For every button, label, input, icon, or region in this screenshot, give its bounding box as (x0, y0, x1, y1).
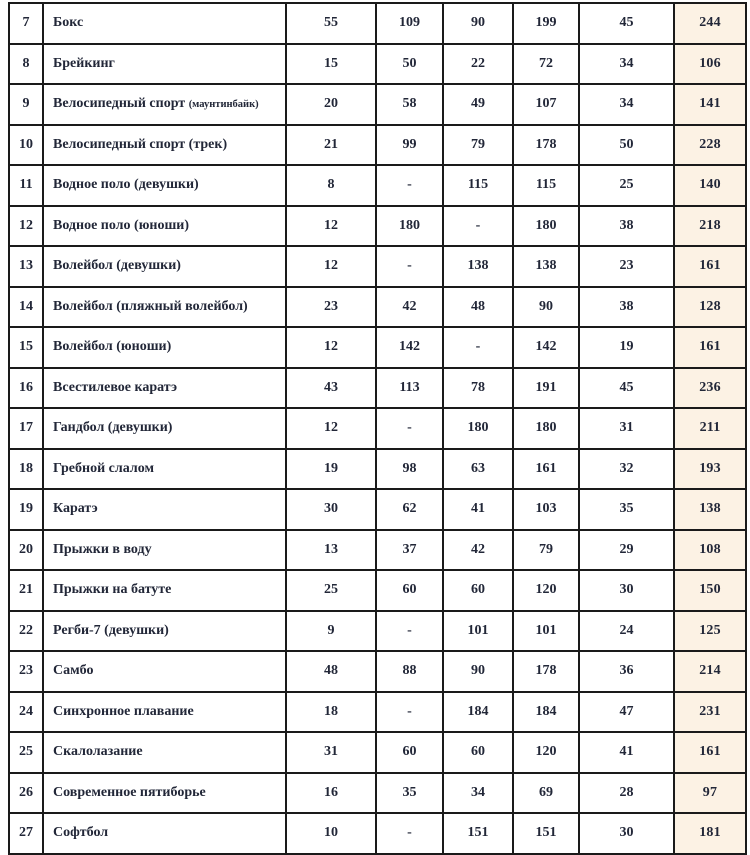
value-cell: 120 (513, 732, 579, 773)
table-row (9, 125, 746, 166)
value-cell: 63 (443, 449, 513, 490)
value-cell: 138 (513, 246, 579, 287)
value-cell: 31 (286, 732, 376, 773)
sport-name-suffix: (маунтинбайк) (188, 99, 259, 111)
value-cell: 90 (443, 3, 513, 44)
sport-name: Брейкинг (53, 55, 115, 71)
value-cell: 151 (513, 813, 579, 854)
sport-name-cell (43, 84, 286, 125)
value-cell: 99 (376, 125, 443, 166)
sport-name-cell (43, 165, 286, 206)
value-cell: 13 (286, 530, 376, 571)
total-cell: 125 (674, 611, 746, 652)
value-cell: 21 (286, 125, 376, 166)
row-number-cell: 7 (9, 3, 43, 44)
value-cell: - (376, 611, 443, 652)
value-cell: 151 (443, 813, 513, 854)
sport-name: Гребной слалом (53, 460, 154, 476)
value-cell: 37 (376, 530, 443, 571)
sports-table (8, 2, 747, 855)
sport-name: Самбо (53, 663, 94, 679)
sport-name: Синхронное плавание (53, 703, 194, 719)
value-cell: 45 (579, 368, 674, 409)
value-cell: 55 (286, 3, 376, 44)
table-row (9, 3, 746, 44)
value-cell: 45 (579, 3, 674, 44)
total-cell: 193 (674, 449, 746, 490)
value-cell: 103 (513, 489, 579, 530)
total-cell: 161 (674, 246, 746, 287)
table-row (9, 206, 746, 247)
value-cell: 48 (443, 287, 513, 328)
table-row (9, 368, 746, 409)
value-cell: 30 (579, 570, 674, 611)
row-number-cell: 20 (9, 530, 43, 571)
value-cell: 15 (286, 44, 376, 85)
value-cell: 101 (443, 611, 513, 652)
value-cell: 50 (376, 44, 443, 85)
table-row (9, 732, 746, 773)
sport-name-cell (43, 246, 286, 287)
value-cell: - (376, 246, 443, 287)
value-cell: 36 (579, 651, 674, 692)
table-row (9, 813, 746, 854)
row-number-cell: 26 (9, 773, 43, 814)
sport-name-cell (43, 449, 286, 490)
total-cell: 141 (674, 84, 746, 125)
total-cell: 231 (674, 692, 746, 733)
total-cell: 211 (674, 408, 746, 449)
value-cell: 72 (513, 44, 579, 85)
value-cell: 142 (513, 327, 579, 368)
sport-name-cell (43, 651, 286, 692)
value-cell: - (376, 165, 443, 206)
table-body (9, 3, 746, 854)
sport-name-cell (43, 813, 286, 854)
table-row (9, 44, 746, 85)
value-cell: 115 (443, 165, 513, 206)
sport-name-cell (43, 489, 286, 530)
value-cell: 35 (376, 773, 443, 814)
value-cell: 31 (579, 408, 674, 449)
sport-name-cell (43, 732, 286, 773)
value-cell: 43 (286, 368, 376, 409)
sport-name: Современное пятиборье (53, 784, 206, 800)
value-cell: 184 (513, 692, 579, 733)
value-cell: 88 (376, 651, 443, 692)
sport-name: Регби-7 (девушки) (53, 622, 169, 638)
sport-name-cell (43, 3, 286, 44)
value-cell: 12 (286, 408, 376, 449)
table-row (9, 489, 746, 530)
value-cell: 115 (513, 165, 579, 206)
value-cell: 30 (579, 813, 674, 854)
sport-name-cell (43, 287, 286, 328)
value-cell: 69 (513, 773, 579, 814)
sport-name: Прыжки в воду (53, 541, 152, 557)
value-cell: 178 (513, 651, 579, 692)
row-number-cell: 22 (9, 611, 43, 652)
row-number-cell: 12 (9, 206, 43, 247)
value-cell: 25 (286, 570, 376, 611)
value-cell: 180 (376, 206, 443, 247)
sport-name: Гандбол (девушки) (53, 420, 173, 436)
value-cell: 107 (513, 84, 579, 125)
row-number-cell: 19 (9, 489, 43, 530)
row-number-cell: 21 (9, 570, 43, 611)
value-cell: 9 (286, 611, 376, 652)
value-cell: - (376, 692, 443, 733)
value-cell: 19 (286, 449, 376, 490)
value-cell: - (376, 408, 443, 449)
value-cell: 90 (513, 287, 579, 328)
table-row (9, 611, 746, 652)
table-row (9, 530, 746, 571)
table-row (9, 449, 746, 490)
sport-name: Бокс (53, 15, 84, 31)
row-number-cell: 9 (9, 84, 43, 125)
value-cell: 79 (443, 125, 513, 166)
row-number-cell: 24 (9, 692, 43, 733)
value-cell: 47 (579, 692, 674, 733)
sport-name-cell (43, 125, 286, 166)
value-cell: 12 (286, 246, 376, 287)
value-cell: 34 (579, 44, 674, 85)
sport-name: Водное поло (юноши) (53, 217, 190, 233)
table-row (9, 84, 746, 125)
sport-name-cell (43, 611, 286, 652)
total-cell: 140 (674, 165, 746, 206)
row-number-cell: 25 (9, 732, 43, 773)
sport-name: Велосипедный спорт (53, 96, 186, 112)
value-cell: 24 (579, 611, 674, 652)
sport-name-cell (43, 206, 286, 247)
total-cell: 161 (674, 327, 746, 368)
sport-name-cell (43, 570, 286, 611)
value-cell: 50 (579, 125, 674, 166)
table-row (9, 692, 746, 733)
value-cell: 78 (443, 368, 513, 409)
value-cell: 180 (443, 408, 513, 449)
value-cell: 184 (443, 692, 513, 733)
total-cell: 161 (674, 732, 746, 773)
value-cell: 35 (579, 489, 674, 530)
value-cell: 19 (579, 327, 674, 368)
value-cell: 178 (513, 125, 579, 166)
value-cell: 109 (376, 3, 443, 44)
value-cell: 138 (443, 246, 513, 287)
row-number-cell: 13 (9, 246, 43, 287)
row-number-cell: 10 (9, 125, 43, 166)
sport-name: Всестилевое каратэ (53, 379, 178, 395)
value-cell: 60 (443, 570, 513, 611)
value-cell: 18 (286, 692, 376, 733)
row-number-cell: 16 (9, 368, 43, 409)
value-cell: 42 (376, 287, 443, 328)
value-cell: 79 (513, 530, 579, 571)
value-cell: 42 (443, 530, 513, 571)
value-cell: 29 (579, 530, 674, 571)
row-number-cell: 14 (9, 287, 43, 328)
sport-name: Велосипедный спорт (трек) (53, 136, 228, 152)
value-cell: 180 (513, 206, 579, 247)
sport-name: Прыжки на батуте (53, 582, 172, 598)
value-cell: 38 (579, 206, 674, 247)
value-cell: 41 (579, 732, 674, 773)
sport-name: Софтбол (53, 825, 109, 841)
sport-name: Волейбол (пляжный волейбол) (53, 298, 248, 314)
sport-name: Водное поло (девушки) (53, 177, 199, 193)
value-cell: 98 (376, 449, 443, 490)
table-row (9, 773, 746, 814)
value-cell: - (376, 813, 443, 854)
value-cell: 20 (286, 84, 376, 125)
value-cell: 48 (286, 651, 376, 692)
sport-name-cell (43, 408, 286, 449)
value-cell: 49 (443, 84, 513, 125)
value-cell: 199 (513, 3, 579, 44)
table-row (9, 287, 746, 328)
value-cell: 90 (443, 651, 513, 692)
table-row (9, 570, 746, 611)
value-cell: 12 (286, 327, 376, 368)
value-cell: 25 (579, 165, 674, 206)
value-cell: 34 (579, 84, 674, 125)
total-cell: 138 (674, 489, 746, 530)
total-cell: 214 (674, 651, 746, 692)
sport-name: Скалолазание (53, 744, 143, 760)
total-cell: 181 (674, 813, 746, 854)
value-cell: 12 (286, 206, 376, 247)
sport-name: Волейбол (девушки) (53, 258, 181, 274)
value-cell: 41 (443, 489, 513, 530)
row-number-cell: 15 (9, 327, 43, 368)
sport-name: Каратэ (53, 501, 98, 517)
value-cell: - (443, 206, 513, 247)
table-row (9, 246, 746, 287)
value-cell: 120 (513, 570, 579, 611)
value-cell: 191 (513, 368, 579, 409)
total-cell: 228 (674, 125, 746, 166)
value-cell: 60 (376, 570, 443, 611)
value-cell: 60 (443, 732, 513, 773)
row-number-cell: 18 (9, 449, 43, 490)
row-number-cell: 17 (9, 408, 43, 449)
value-cell: 32 (579, 449, 674, 490)
total-cell: 108 (674, 530, 746, 571)
table-row (9, 651, 746, 692)
total-cell: 128 (674, 287, 746, 328)
value-cell: 113 (376, 368, 443, 409)
total-cell: 236 (674, 368, 746, 409)
value-cell: 23 (286, 287, 376, 328)
value-cell: 22 (443, 44, 513, 85)
value-cell: 60 (376, 732, 443, 773)
value-cell: 34 (443, 773, 513, 814)
row-number-cell: 23 (9, 651, 43, 692)
value-cell: 10 (286, 813, 376, 854)
table-row (9, 165, 746, 206)
sport-name-cell (43, 773, 286, 814)
value-cell: 58 (376, 84, 443, 125)
row-number-cell: 8 (9, 44, 43, 85)
sport-name-cell (43, 327, 286, 368)
total-cell: 150 (674, 570, 746, 611)
row-number-cell: 27 (9, 813, 43, 854)
total-cell: 244 (674, 3, 746, 44)
sport-name: Волейбол (юноши) (53, 339, 172, 355)
value-cell: 38 (579, 287, 674, 328)
value-cell: 180 (513, 408, 579, 449)
value-cell: 30 (286, 489, 376, 530)
total-cell: 97 (674, 773, 746, 814)
value-cell: 28 (579, 773, 674, 814)
value-cell: 142 (376, 327, 443, 368)
value-cell: 23 (579, 246, 674, 287)
value-cell: 8 (286, 165, 376, 206)
value-cell: - (443, 327, 513, 368)
sport-name-cell (43, 44, 286, 85)
table-row (9, 408, 746, 449)
sport-name-cell (43, 368, 286, 409)
sport-name-cell (43, 692, 286, 733)
row-number-cell: 11 (9, 165, 43, 206)
total-cell: 218 (674, 206, 746, 247)
sport-name-cell (43, 530, 286, 571)
value-cell: 161 (513, 449, 579, 490)
total-cell: 106 (674, 44, 746, 85)
value-cell: 16 (286, 773, 376, 814)
value-cell: 101 (513, 611, 579, 652)
value-cell: 62 (376, 489, 443, 530)
table-row (9, 327, 746, 368)
